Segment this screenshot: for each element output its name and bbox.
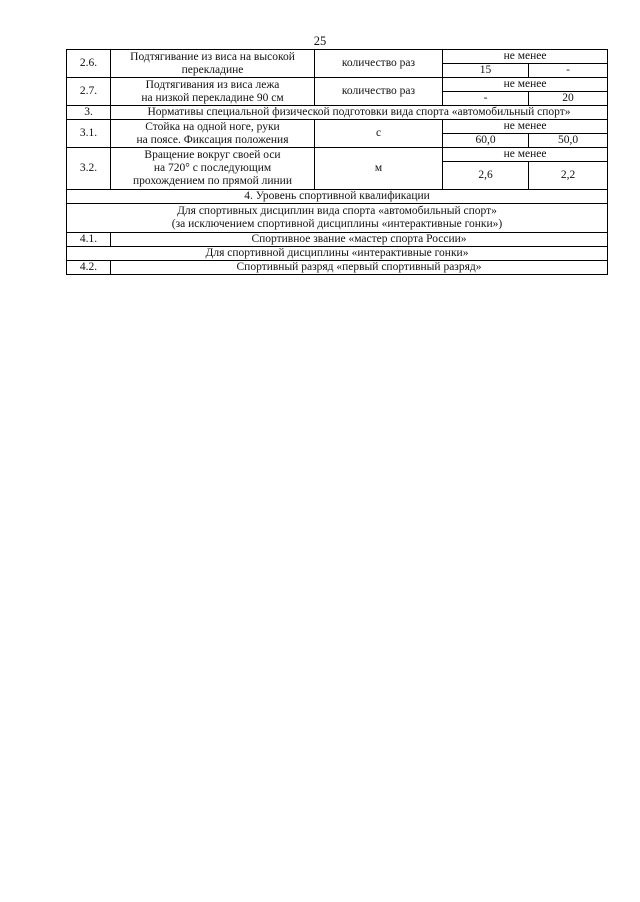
- exercise-name: Вращение вокруг своей оси на 720° с последующим прохождением по прямой линии: [111, 148, 315, 190]
- value-cell: 20: [529, 92, 608, 106]
- row-number: 4.2.: [67, 261, 111, 275]
- row-number: 3.1.: [67, 120, 111, 148]
- subsection-heading: Для спортивной дисциплины «интерактивные гонки»: [67, 247, 608, 261]
- qualification-cell: Спортивный разряд «первый спортивный разряд»: [111, 261, 608, 275]
- table-row: [67, 233, 608, 247]
- page-number: 25: [313, 34, 327, 48]
- table-row: [67, 120, 608, 134]
- row-number: 2.7.: [67, 78, 111, 106]
- unit-cell: м: [315, 148, 443, 190]
- row-number: 3.: [67, 106, 111, 120]
- table-row: [67, 78, 608, 92]
- value-cell: 50,0: [529, 134, 608, 148]
- row-number: 2.6.: [67, 50, 111, 78]
- unit-cell: с: [315, 120, 443, 148]
- table-row: [67, 50, 608, 64]
- condition-cell: не менее: [443, 120, 608, 134]
- exercise-name: Подтягивание из виса на высокой перекладине: [111, 50, 315, 78]
- table-row: [67, 148, 608, 162]
- value-cell: 2,6: [443, 162, 529, 190]
- row-number: 4.1.: [67, 233, 111, 247]
- table-row: [67, 204, 608, 233]
- condition-cell: не менее: [443, 78, 608, 92]
- table-row: [67, 106, 608, 120]
- unit-cell: количество раз: [315, 78, 443, 106]
- condition-cell: не менее: [443, 50, 608, 64]
- subsection-heading: Для спортивных дисциплин вида спорта «автомобильный спорт» (за исключением спортивной дисциплины «интерактивные гонки»): [67, 204, 608, 233]
- value-cell: -: [443, 92, 529, 106]
- table-row: [67, 261, 608, 275]
- section-heading: Нормативы специальной физической подготовки вида спорта «автомобильный спорт»: [111, 106, 608, 120]
- section-heading: 4. Уровень спортивной квалификации: [67, 190, 608, 204]
- exercise-name: Стойка на одной ноге, руки на поясе. Фиксация положения: [111, 120, 315, 148]
- value-cell: 15: [443, 64, 529, 78]
- exercise-name: Подтягивания из виса лежа на низкой перекладине 90 см: [111, 78, 315, 106]
- condition-cell: не менее: [443, 148, 608, 162]
- qualification-cell: Спортивное звание «мастер спорта России»: [111, 233, 608, 247]
- norms-table: [66, 49, 608, 275]
- value-cell: 2,2: [529, 162, 608, 190]
- table-row: [67, 190, 608, 204]
- unit-cell: количество раз: [315, 50, 443, 78]
- table-row: [67, 247, 608, 261]
- row-number: 3.2.: [67, 148, 111, 190]
- value-cell: 60,0: [443, 134, 529, 148]
- value-cell: -: [529, 64, 608, 78]
